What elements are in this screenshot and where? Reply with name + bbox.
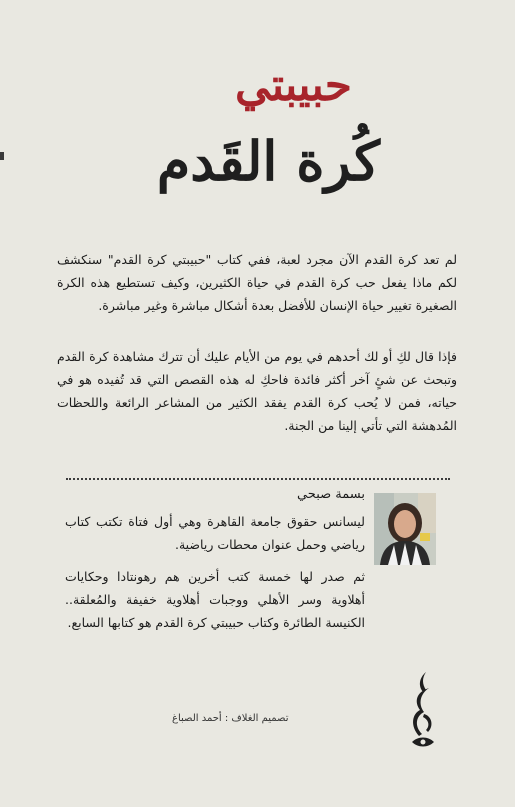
title-line-2: كُرة القَدم: [156, 129, 380, 193]
edge-mark: [0, 152, 4, 160]
author-photo: [374, 493, 436, 565]
author-name: بسمة صبحي: [296, 487, 365, 502]
book-title: [140, 62, 380, 222]
cover-design-credit: تصميم الغلاف : أحمد الصباغ: [172, 713, 289, 724]
description-paragraph-1: لم تعد كرة القدم الآن مجرد لعبة، ففي كتاب "حبيبتي كرة القدم" سنكشف لكم ماذا يفعل حب كرة القدم في حياة الكثيرين، وكيف تستطيع هذه الكرة الصغيرة تغيير حياة الإنسان للأفضل بعدة أشكال مباشرة وغير مباشرة.: [57, 252, 457, 313]
author-bio-1: ليسانس حقوق جامعة القاهرة وهي أول فتاة تكتب كتاب رياضي وحمل عنوان محطات رياضية.: [65, 514, 365, 552]
author-bio-2: ثم صدر لها خمسة كتب أخرين هم رهونتادا وحكايات أهلاوية وسر الأهلي ووجبات أهلاوية خفيفة والمُعلقة.. الكنيسة الطائرة وكتاب حبيبتي كرة القدم هو كتابها السابع.: [65, 569, 365, 630]
title-line-1: حبيبتي: [235, 60, 352, 111]
dotted-divider: [66, 478, 450, 480]
publisher-logo-icon: [402, 670, 442, 752]
description-paragraph-2: فإذا قال لكِ أو لك أحدهم في يوم من الأيام عليك أن تترك مشاهدة كرة القدم وتبحث عن شئٍ آخر أكثر فائدة فاحكِ له هذه القصص التي قد تُفيده هو في حياته، فمن لا يُحب كرة القدم يفقد الكثير من المشاعر الرائعة واللحظات المُدهشة التي تأتي إلينا من الجنة.: [57, 349, 457, 433]
